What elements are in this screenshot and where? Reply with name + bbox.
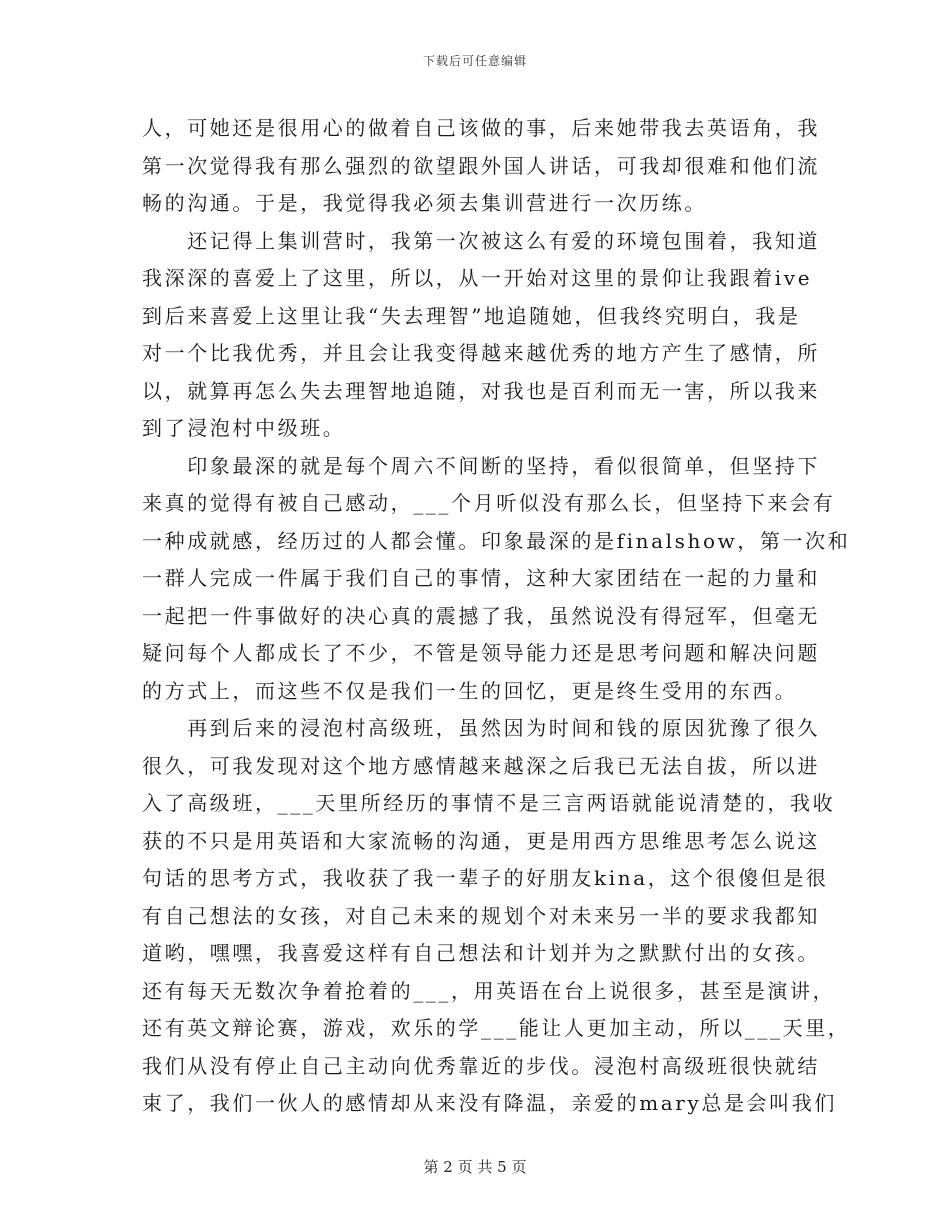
text-line: 到了浸泡村中级班。 xyxy=(142,416,346,440)
text-line: 我深深的喜爱上了这里，所以，从一开始对这里的景仰让我跟着ive xyxy=(142,266,813,290)
text-line: 很久，可我发现对这个地方感情越来越深之后我已无法自拔，所以进 xyxy=(142,753,820,778)
text-line: 句话的思考方式，我收获了我一辈子的好朋友kina，这个很傻但是很 xyxy=(142,866,829,890)
page-header: 下载后可任意编辑 xyxy=(422,54,527,68)
text-line: 的方式上，而这些不仅是我们一生的回忆，更是终生受用的东西。 xyxy=(142,678,798,703)
text-line: 第一次觉得我有那么强烈的欲望跟外国人讲话，可我却很难和他们流 xyxy=(142,153,820,178)
text-line: 印象最深的就是每个周六不间断的坚持，看似很简单，但坚持下 xyxy=(142,453,820,478)
page-number: 第 2 页 共 5 页 xyxy=(423,1158,527,1176)
text-line: 再到后来的浸泡村高级班，虽然因为时间和钱的原因犹豫了很久 xyxy=(142,716,820,740)
text-line: 获的不只是用英语和大家流畅的沟通，更是用西方思维思考怎么说这 xyxy=(142,828,820,853)
text-line: 疑问每个人都成长了不少，不管是领导能力还是思考问题和解决问题 xyxy=(142,641,820,665)
text-line: 一群人完成一件属于我们自己的事情，这种大家团结在一起的力量和 xyxy=(142,566,820,590)
text-line: 人，可她还是很用心的做着自己该做的事，后来她带我去英语角，我 xyxy=(142,116,820,140)
text-line: 到后来喜爱上这里让我“失去理智”地追随她，但我终究明白，我是 xyxy=(142,303,801,328)
text-line: 还有英文辩论赛，游戏，欢乐的学___能让人更加主动，所以___天里， xyxy=(142,1016,851,1040)
document-body xyxy=(142,110,851,1123)
text-line: 有自己想法的女孩，对自己未来的规划个对未来另一半的要求我都知 xyxy=(142,903,820,928)
text-line: 入了高级班，___天里所经历的事情不是三言两语就能说清楚的，我收 xyxy=(142,791,836,815)
text-line: 一种成就感，经历过的人都会懂。印象最深的是finalshow，第一次和 xyxy=(142,528,851,553)
text-line: 来真的觉得有被自己感动，___个月听似没有那么长，但坚持下来会有 xyxy=(142,491,836,515)
text-line: 我们从没有停止自己主动向优秀靠近的步伐。浸泡村高级班很快就结 xyxy=(142,1053,820,1078)
text-line: 还有每天无数次争着抢着的___，用英语在台上说很多，甚至是演讲， xyxy=(142,978,836,1003)
text-line: 束了，我们一伙人的感情却从来没有降温，亲爱的mary总是会叫我们 xyxy=(142,1091,837,1115)
text-line: 道哟，嘿嘿，我喜爱这样有自己想法和计划并为之默默付出的女孩。 xyxy=(142,941,820,965)
text-line: 畅的沟通。于是，我觉得我必须去集训营进行一次历练。 xyxy=(142,191,707,215)
text-line: 一起把一件事做好的决心真的震撼了我，虽然说没有得冠军，但毫无 xyxy=(142,603,820,628)
text-line: 对一个比我优秀，并且会让我变得越来越优秀的地方产生了感情，所 xyxy=(142,341,820,365)
text-line: 还记得上集训营时，我第一次被这么有爱的环境包围着，我知道 xyxy=(142,228,820,253)
text-line: 以，就算再怎么失去理智地追随，对我也是百利而无一害，所以我来 xyxy=(142,378,820,403)
